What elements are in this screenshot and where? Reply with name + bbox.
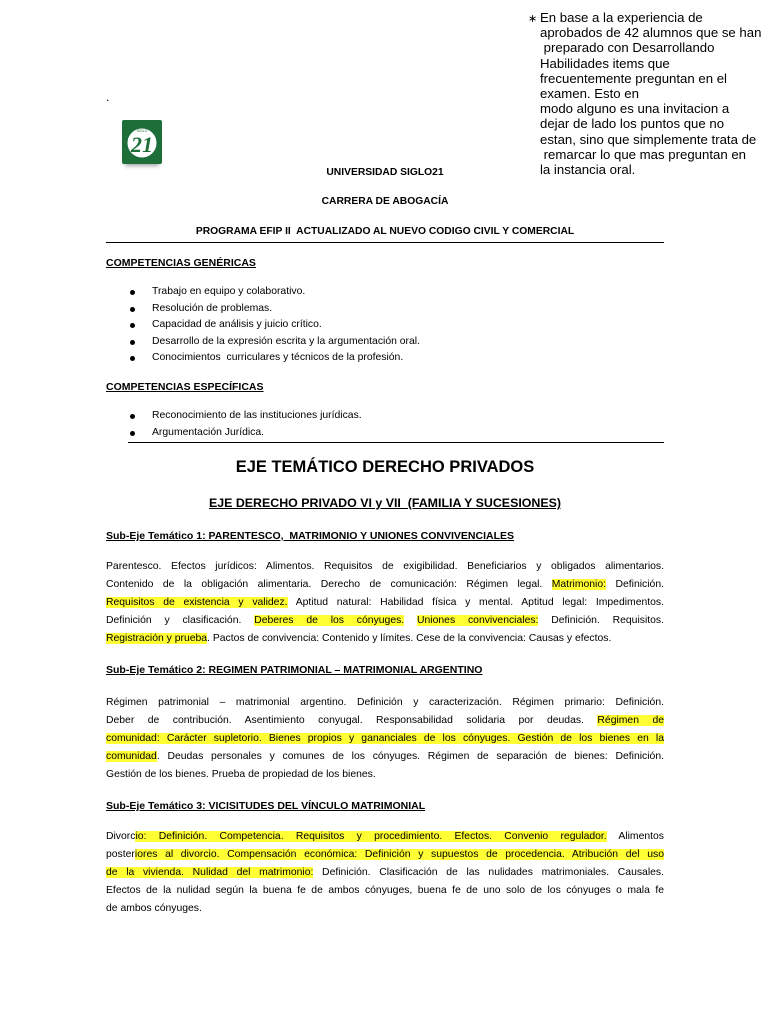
text-segment: Definición. Clasificación de las nulidades matrimoniales. Causales. — [313, 867, 664, 878]
list-item: Reconocimiento de las instituciones jurídicas. — [106, 408, 362, 425]
specific-heading: COMPETENCIAS ESPECÍFICAS — [106, 381, 264, 393]
note-bullet: ∗ — [528, 13, 538, 25]
list-item: Argumentación Jurídica. — [106, 425, 362, 442]
list-item: Resolución de problemas. — [106, 301, 420, 318]
paragraph-line — [106, 748, 664, 766]
note-line: aprobados de 42 alumnos que se han — [540, 25, 762, 41]
note-line: dejar de lado los puntos que no — [540, 116, 725, 132]
text-segment: . Deudas personales y comunes de los cónyuges. Régimen de separación de bienes: Definición. — [156, 751, 664, 762]
note-line: frecuentemente preguntan en el — [540, 70, 727, 86]
text-segment: Alimentos — [606, 831, 664, 842]
note-line: modo alguno es una invitacion a — [540, 101, 730, 117]
text-segment: Régimen patrimonial – matrimonial argentino. Definición y caracterización. Régimen primario: Definición. — [106, 697, 664, 708]
divider — [128, 442, 664, 443]
specific-list — [106, 408, 362, 441]
text-segment: Definición y clasificación. — [106, 615, 255, 626]
paragraph-line — [106, 900, 664, 918]
paragraph-line — [106, 864, 664, 882]
text-segment: de ambos cónyuges. — [106, 903, 202, 914]
university-name: UNIVERSIDAD SIGLO21 — [326, 167, 444, 178]
paragraph-line — [106, 766, 664, 784]
text-segment: Parentesco. Efectos jurídicos: Alimentos. Requisitos de exigibilidad. Beneficiarios y obligados alimentarios. — [106, 561, 664, 572]
section-heading-3: Sub-Eje Temático 3: VICISITUDES DEL VÍNCULO MATRIMONIAL — [106, 800, 426, 812]
paragraph-line — [106, 612, 664, 630]
text-segment: Definición. — [606, 579, 664, 590]
paragraph-line — [106, 712, 664, 730]
logo-small-text: SIGLO — [136, 129, 148, 133]
highlighted-text: comunidad: Carácter supletorio. Bienes propios y gananciales de los cónyuges. Gestión de los bienes en la — [106, 733, 664, 744]
highlighted-text: Deberes de los cónyuges. — [254, 615, 405, 626]
side-note — [528, 10, 768, 177]
text-segment: Gestión de los bienes. Prueba de propiedad de los bienes. — [106, 769, 376, 780]
note-line: En base a la experiencia de — [540, 10, 703, 25]
university-logo — [122, 120, 162, 164]
paragraph-line — [106, 828, 664, 846]
generic-heading: COMPETENCIAS GENÉRICAS — [106, 257, 256, 269]
sub-title: EJE DERECHO PRIVADO VI y VII (FAMILIA Y SUCESIONES) — [208, 496, 562, 510]
note-line: remarcar lo que mas preguntan en — [540, 146, 746, 162]
text-segment: Contenido de la obligación alimentaria. Derecho de comunicación: Régimen legal. — [106, 579, 552, 590]
logo-text: 21 — [131, 132, 153, 157]
text-segment: Efectos de la nulidad según la buena fe de ambos cónyuges, buena fe de uno solo de los cónyuges o mala fe — [106, 885, 664, 896]
stray-dot: . — [106, 90, 110, 104]
highlighted-text: Registración y prueba — [106, 633, 208, 644]
paragraph-line — [106, 594, 664, 612]
note-line: Habilidades items que — [540, 55, 670, 71]
paragraph-line — [106, 730, 664, 748]
paragraph-line — [106, 882, 664, 900]
section-body-1 — [106, 558, 664, 648]
highlighted-text: Matrimonio: — [551, 579, 607, 590]
section-heading-2: Sub-Eje Temático 2: REGIMEN PATRIMONIAL – MATRIMONIAL ARGENTINO — [106, 664, 483, 676]
paragraph-line — [106, 694, 664, 712]
divider — [106, 242, 664, 243]
highlighted-text: comunidad — [106, 751, 157, 762]
highlighted-text: Régimen de — [597, 715, 664, 726]
text-segment — [404, 615, 417, 626]
section-heading-1: Sub-Eje Temático 1: PARENTESCO, MATRIMONIO Y UNIONES CONVIVENCIALES — [106, 530, 514, 542]
section-body-3 — [106, 828, 664, 918]
text-segment: Definición. Requisitos. — [538, 615, 664, 626]
list-item: Capacidad de análisis y juicio crítico. — [106, 317, 420, 334]
paragraph-line — [106, 846, 664, 864]
main-title: EJE TEMÁTICO DERECHO PRIVADOS — [235, 458, 535, 476]
highlighted-text: Requisitos de existencia y validez. — [106, 597, 288, 608]
highlighted-text: iores al divorcio. Compensación económica: Definición y supuestos de procedencia. Atribución del uso — [134, 849, 664, 860]
paragraph-line — [106, 630, 664, 648]
note-line: examen. Esto en — [540, 86, 639, 102]
paragraph-line — [106, 576, 664, 594]
text-segment: Aptitud natural: Habilidad física y mental. Aptitud legal: Impedimentos. — [287, 597, 664, 608]
list-item: Conocimientos curriculares y técnicos de la profesión. — [106, 350, 420, 367]
text-segment: Divorc — [106, 831, 136, 842]
list-item: Desarrollo de la expresión escrita y la argumentación oral. — [106, 334, 420, 351]
text-segment: Deber de contribución. Asentimiento conyugal. Responsabilidad solidaria por deudas. — [106, 715, 598, 726]
note-line: estan, sino que simplemente trata de — [540, 131, 757, 147]
text-segment: . Pactos de convivencia: Contenido y límites. Cese de la convivencia: Causas y efectos. — [207, 633, 612, 644]
highlighted-text: io: Definición. Competencia. Requisitos y procedimiento. Efectos. Convenio regulador. — [135, 831, 607, 842]
list-item: Trabajo en equipo y colaborativo. — [106, 284, 420, 301]
program-title: PROGRAMA EFIP II ACTUALIZADO AL NUEVO CODIGO CIVIL Y COMERCIAL — [195, 226, 575, 237]
highlighted-text: de la vivienda. Nulidad del matrimonio: — [106, 867, 314, 878]
text-segment: poster — [106, 849, 135, 860]
note-line: preparado con Desarrollando — [540, 40, 715, 56]
paragraph-line — [106, 558, 664, 576]
career-name: CARRERA DE ABOGACÍA — [321, 196, 449, 207]
note-line: la instancia oral. — [540, 162, 636, 178]
highlighted-text: Uniones convivenciales: — [417, 615, 539, 626]
section-body-2 — [106, 694, 664, 784]
generic-list — [106, 284, 420, 367]
